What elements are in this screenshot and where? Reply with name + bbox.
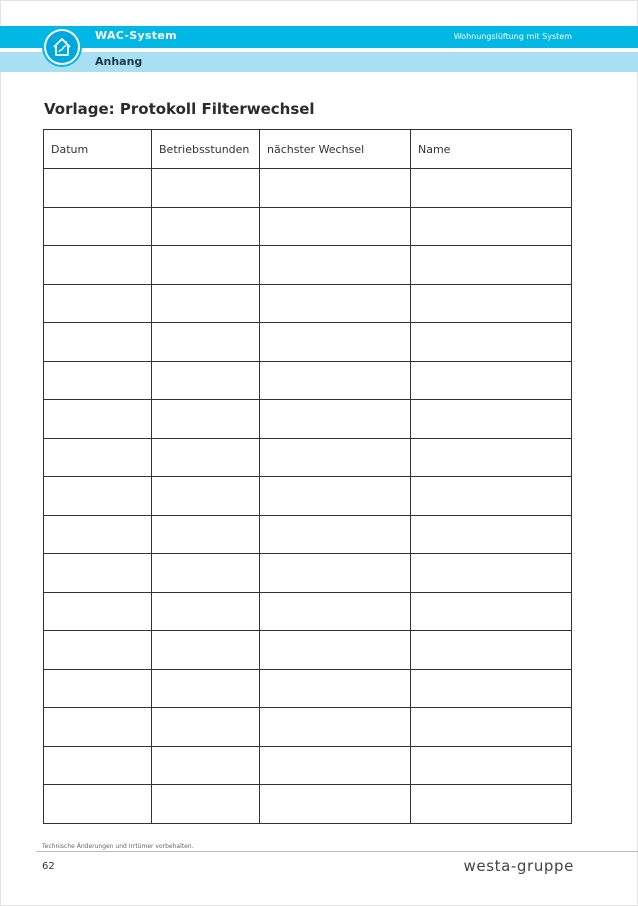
table-row <box>44 284 572 323</box>
table-row <box>44 669 572 708</box>
table-cell[interactable] <box>44 554 152 593</box>
table-row <box>44 207 572 246</box>
table-cell[interactable] <box>44 169 152 208</box>
table-cell[interactable] <box>44 592 152 631</box>
system-subtitle: Wohnungslüftung mit System <box>453 32 572 41</box>
brand-logo: westa-gruppe <box>463 857 574 875</box>
table-cell[interactable] <box>152 708 260 747</box>
table-cell[interactable] <box>411 284 572 323</box>
table-cell[interactable] <box>260 477 411 516</box>
table-body <box>44 169 572 824</box>
system-title: WAC-System <box>95 29 177 42</box>
table-cell[interactable] <box>44 708 152 747</box>
table-cell[interactable] <box>152 554 260 593</box>
table-cell[interactable] <box>260 669 411 708</box>
table-cell[interactable] <box>44 246 152 285</box>
document-title: Vorlage: Protokoll Filterwechsel <box>44 100 315 118</box>
table-cell[interactable] <box>44 477 152 516</box>
table-cell[interactable] <box>260 284 411 323</box>
table-cell[interactable] <box>260 361 411 400</box>
table-cell[interactable] <box>152 746 260 785</box>
table-cell[interactable] <box>44 400 152 439</box>
filter-protocol-table <box>43 129 572 824</box>
table-row <box>44 361 572 400</box>
table-cell[interactable] <box>260 592 411 631</box>
house-ventilation-icon <box>42 27 82 67</box>
table-cell[interactable] <box>411 515 572 554</box>
table-cell[interactable] <box>152 631 260 670</box>
table-row <box>44 631 572 670</box>
table-cell[interactable] <box>152 477 260 516</box>
disclaimer-note: Technische Änderungen und Irrtümer vorbehalten. <box>42 843 194 850</box>
table-cell[interactable] <box>152 207 260 246</box>
column-header-naechster-wechsel: nächster Wechsel <box>260 130 411 169</box>
table-cell[interactable] <box>260 438 411 477</box>
table-cell[interactable] <box>44 323 152 362</box>
table-cell[interactable] <box>44 515 152 554</box>
table-row <box>44 554 572 593</box>
table-row <box>44 477 572 516</box>
table-cell[interactable] <box>260 708 411 747</box>
table-cell[interactable] <box>411 631 572 670</box>
footer-divider <box>36 851 638 852</box>
table-cell[interactable] <box>44 284 152 323</box>
table-cell[interactable] <box>411 592 572 631</box>
table-cell[interactable] <box>411 323 572 362</box>
table-cell[interactable] <box>152 400 260 439</box>
table-row <box>44 708 572 747</box>
table-row <box>44 592 572 631</box>
table-cell[interactable] <box>260 515 411 554</box>
table-cell[interactable] <box>411 246 572 285</box>
table-row <box>44 400 572 439</box>
table-cell[interactable] <box>44 438 152 477</box>
table-cell[interactable] <box>152 438 260 477</box>
table-row <box>44 785 572 824</box>
table-cell[interactable] <box>152 169 260 208</box>
column-header-datum: Datum <box>44 130 152 169</box>
table-cell[interactable] <box>260 323 411 362</box>
table-cell[interactable] <box>411 438 572 477</box>
table-cell[interactable] <box>152 592 260 631</box>
table-cell[interactable] <box>260 785 411 824</box>
table-row <box>44 438 572 477</box>
logo-circle <box>46 31 78 63</box>
table-cell[interactable] <box>44 361 152 400</box>
table-cell[interactable] <box>152 361 260 400</box>
table-cell[interactable] <box>411 708 572 747</box>
table-row <box>44 169 572 208</box>
table-row <box>44 515 572 554</box>
table-cell[interactable] <box>152 785 260 824</box>
table-cell[interactable] <box>411 785 572 824</box>
table-cell[interactable] <box>260 400 411 439</box>
column-header-betriebsstunden: Betriebsstunden <box>152 130 260 169</box>
table-cell[interactable] <box>152 669 260 708</box>
table-cell[interactable] <box>411 400 572 439</box>
house-icon <box>51 36 73 58</box>
table-cell[interactable] <box>44 207 152 246</box>
table-cell[interactable] <box>260 246 411 285</box>
table-cell[interactable] <box>44 785 152 824</box>
table-cell[interactable] <box>260 631 411 670</box>
table-cell[interactable] <box>152 323 260 362</box>
table-cell[interactable] <box>411 207 572 246</box>
table-cell[interactable] <box>44 669 152 708</box>
table-cell[interactable] <box>260 554 411 593</box>
table-cell[interactable] <box>260 746 411 785</box>
table-cell[interactable] <box>152 515 260 554</box>
table-cell[interactable] <box>44 746 152 785</box>
table-cell[interactable] <box>411 361 572 400</box>
table-header-row <box>44 130 572 169</box>
table-cell[interactable] <box>260 169 411 208</box>
table-cell[interactable] <box>152 246 260 285</box>
table-cell[interactable] <box>152 284 260 323</box>
table-cell[interactable] <box>411 477 572 516</box>
section-label: Anhang <box>95 55 143 68</box>
table-row <box>44 746 572 785</box>
column-header-name: Name <box>411 130 572 169</box>
table-cell[interactable] <box>260 207 411 246</box>
table-cell[interactable] <box>411 554 572 593</box>
table-cell[interactable] <box>411 669 572 708</box>
table-row <box>44 246 572 285</box>
page-number: 62 <box>42 861 55 872</box>
table-cell[interactable] <box>44 631 152 670</box>
table-row <box>44 323 572 362</box>
table-cell[interactable] <box>411 746 572 785</box>
table-cell[interactable] <box>411 169 572 208</box>
